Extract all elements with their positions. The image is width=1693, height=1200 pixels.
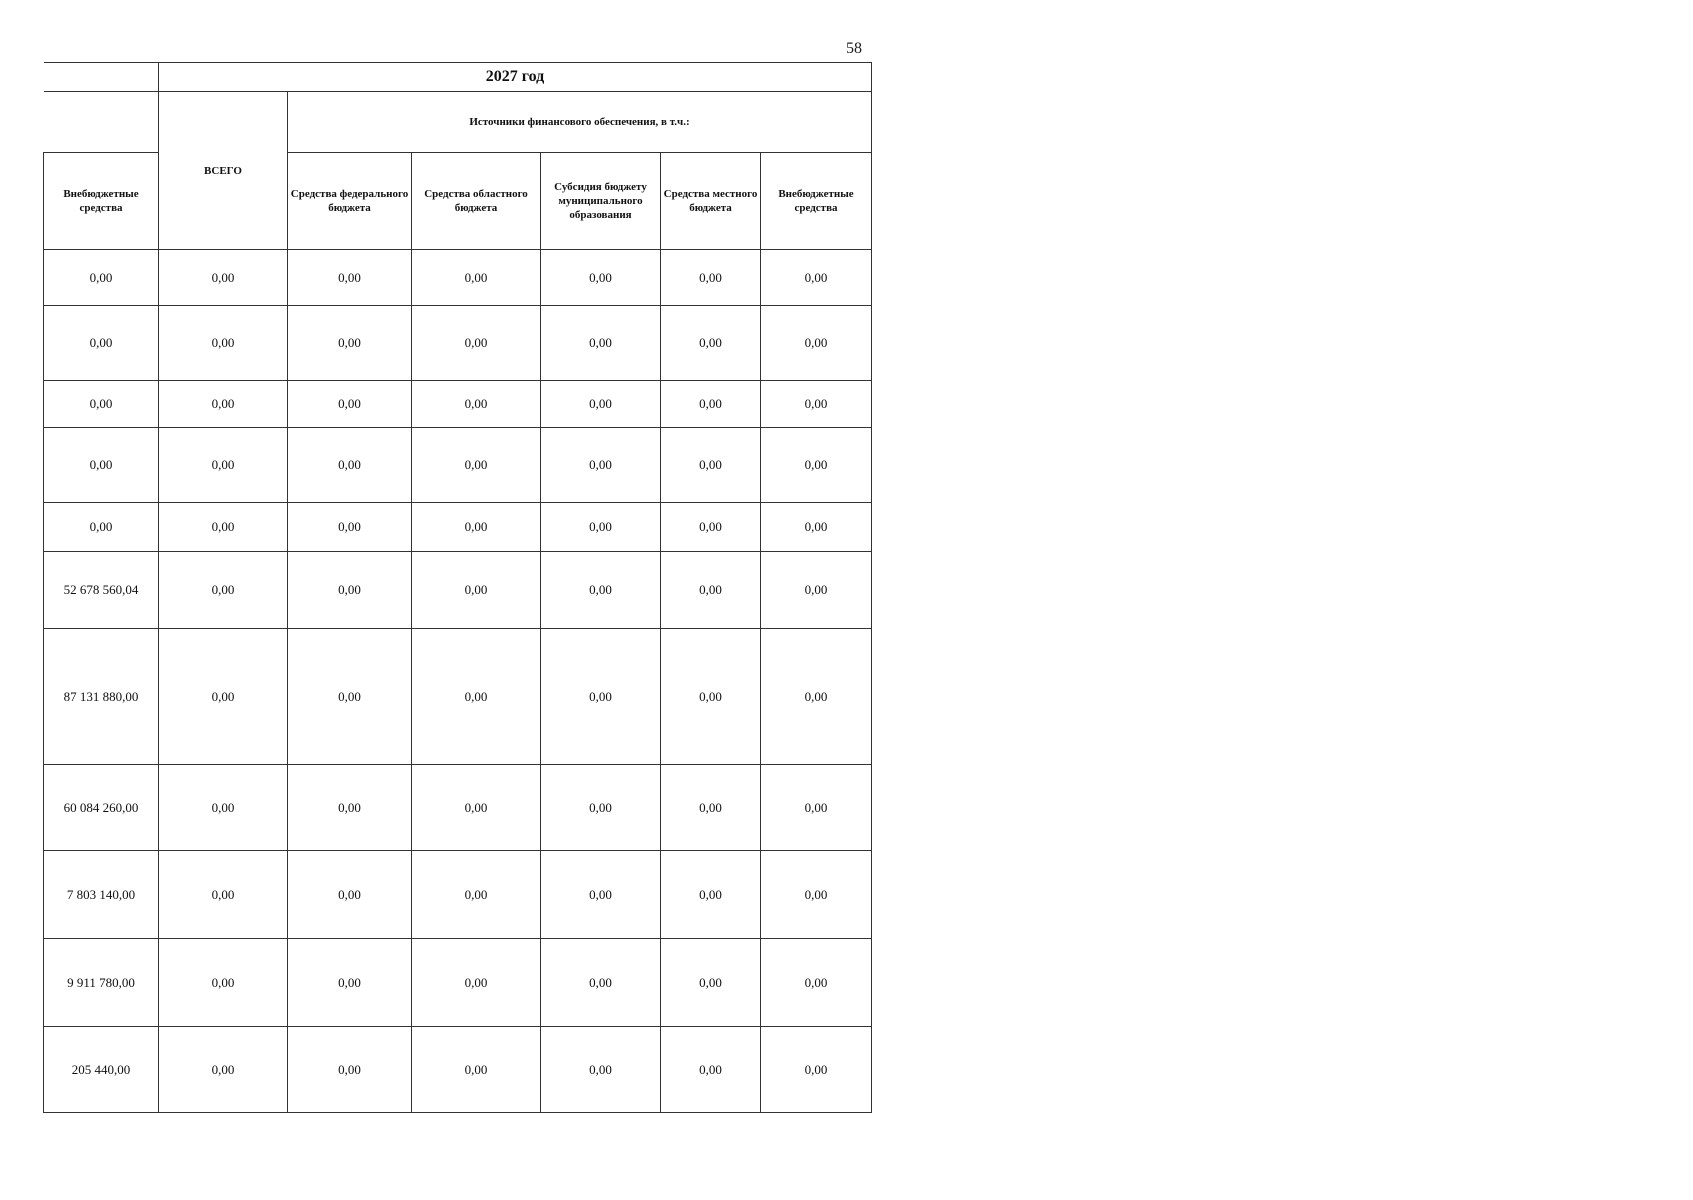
regional-cell: 0,00: [412, 250, 541, 306]
extra-cell: 0,00: [761, 1027, 872, 1113]
regional-cell: 0,00: [412, 428, 541, 503]
subsidy-cell: 0,00: [541, 939, 661, 1027]
table-row: [44, 851, 872, 939]
federal-cell: 0,00: [288, 939, 412, 1027]
total-cell: 0,00: [159, 851, 288, 939]
extra-cell: 0,00: [761, 765, 872, 851]
total-cell: 0,00: [159, 306, 288, 381]
blank-header-cell-mid: [44, 92, 159, 153]
left-value-cell: 0,00: [44, 503, 159, 552]
regional-cell: 0,00: [412, 306, 541, 381]
table-row: [44, 250, 872, 306]
subsidy-cell: 0,00: [541, 306, 661, 381]
regional-cell: 0,00: [412, 552, 541, 629]
total-cell: 0,00: [159, 1027, 288, 1113]
local-cell: 0,00: [661, 629, 761, 765]
extra-cell: 0,00: [761, 552, 872, 629]
federal-cell: 0,00: [288, 306, 412, 381]
left-value-cell: 9 911 780,00: [44, 939, 159, 1027]
federal-cell: 0,00: [288, 765, 412, 851]
table-row: [44, 765, 872, 851]
local-cell: 0,00: [661, 250, 761, 306]
left-value-cell: 0,00: [44, 250, 159, 306]
table-body: [44, 250, 872, 1113]
left-value-cell: 0,00: [44, 428, 159, 503]
table-header: [44, 63, 872, 250]
table-row: [44, 939, 872, 1027]
table-row: [44, 552, 872, 629]
table-row: [44, 381, 872, 428]
local-cell: 0,00: [661, 1027, 761, 1113]
total-cell: 0,00: [159, 250, 288, 306]
regional-cell: 0,00: [412, 765, 541, 851]
subsidy-cell: 0,00: [541, 765, 661, 851]
extra-cell: 0,00: [761, 381, 872, 428]
table-row: [44, 428, 872, 503]
left-value-cell: 0,00: [44, 381, 159, 428]
total-cell: 0,00: [159, 552, 288, 629]
local-cell: 0,00: [661, 503, 761, 552]
table-row: [44, 306, 872, 381]
total-cell: 0,00: [159, 503, 288, 552]
regional-cell: 0,00: [412, 851, 541, 939]
total-cell: 0,00: [159, 428, 288, 503]
subsidy-cell: 0,00: [541, 250, 661, 306]
total-cell: 0,00: [159, 939, 288, 1027]
regional-budget-header: Средства областного бюджета: [412, 153, 541, 250]
regional-cell: 0,00: [412, 381, 541, 428]
blank-header-cell-top: [44, 63, 159, 92]
budget-table-sheet: [43, 62, 872, 1113]
page-number: 58: [846, 40, 862, 57]
local-budget-header: Средства местного бюджета: [661, 153, 761, 250]
total-cell: 0,00: [159, 629, 288, 765]
regional-cell: 0,00: [412, 939, 541, 1027]
regional-cell: 0,00: [412, 629, 541, 765]
federal-cell: 0,00: [288, 381, 412, 428]
subsidy-cell: 0,00: [541, 428, 661, 503]
federal-cell: 0,00: [288, 851, 412, 939]
extra-cell: 0,00: [761, 306, 872, 381]
extra-cell: 0,00: [761, 428, 872, 503]
subsidy-cell: 0,00: [541, 552, 661, 629]
year-header: 2027 год: [159, 63, 872, 92]
local-cell: 0,00: [661, 381, 761, 428]
budget-table: [43, 62, 872, 1113]
table-row: [44, 503, 872, 552]
federal-cell: 0,00: [288, 250, 412, 306]
subsidy-cell: 0,00: [541, 851, 661, 939]
extra-budget-header: Внебюджетные средства: [761, 153, 872, 250]
extra-cell: 0,00: [761, 851, 872, 939]
federal-cell: 0,00: [288, 503, 412, 552]
federal-cell: 0,00: [288, 552, 412, 629]
federal-cell: 0,00: [288, 1027, 412, 1113]
subsidy-cell: 0,00: [541, 381, 661, 428]
extra-cell: 0,00: [761, 939, 872, 1027]
federal-cell: 0,00: [288, 629, 412, 765]
left-value-cell: 205 440,00: [44, 1027, 159, 1113]
federal-cell: 0,00: [288, 428, 412, 503]
table-row: [44, 629, 872, 765]
left-value-cell: 60 084 260,00: [44, 765, 159, 851]
total-cell: 0,00: [159, 381, 288, 428]
extra-cell: 0,00: [761, 629, 872, 765]
subsidy-cell: 0,00: [541, 503, 661, 552]
regional-cell: 0,00: [412, 1027, 541, 1113]
subsidy-cell: 0,00: [541, 1027, 661, 1113]
sources-header: Источники финансового обеспечения, в т.ч.:: [288, 92, 872, 153]
left-value-cell: 0,00: [44, 306, 159, 381]
left-value-cell: 7 803 140,00: [44, 851, 159, 939]
regional-cell: 0,00: [412, 503, 541, 552]
local-cell: 0,00: [661, 428, 761, 503]
subsidy-cell: 0,00: [541, 629, 661, 765]
local-cell: 0,00: [661, 552, 761, 629]
left-value-cell: 87 131 880,00: [44, 629, 159, 765]
table-row: [44, 1027, 872, 1113]
total-column-header: ВСЕГО: [159, 92, 288, 250]
local-cell: 0,00: [661, 765, 761, 851]
municipal-subsidy-header: Субсидия бюджету муниципального образования: [541, 153, 661, 250]
local-cell: 0,00: [661, 851, 761, 939]
local-cell: 0,00: [661, 939, 761, 1027]
left-value-cell: 52 678 560,04: [44, 552, 159, 629]
left-column-header: Внебюджетные средства: [44, 153, 159, 250]
extra-cell: 0,00: [761, 503, 872, 552]
total-cell: 0,00: [159, 765, 288, 851]
extra-cell: 0,00: [761, 250, 872, 306]
local-cell: 0,00: [661, 306, 761, 381]
federal-budget-header: Средства федерального бюджета: [288, 153, 412, 250]
